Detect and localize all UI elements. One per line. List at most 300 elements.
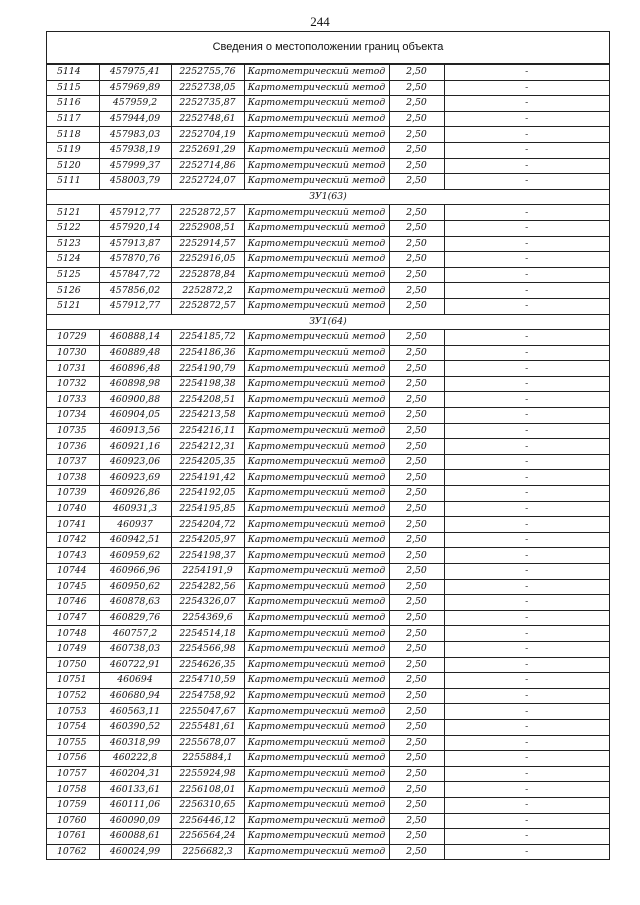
table-row bbox=[47, 719, 609, 735]
point-number-cell: 10756 bbox=[47, 751, 99, 767]
accuracy-cell: 2,50 bbox=[389, 829, 444, 845]
y-coordinate-cell: 2254626,35 bbox=[171, 657, 244, 673]
table-row bbox=[47, 782, 609, 798]
point-number-cell: 5120 bbox=[47, 158, 99, 174]
y-coordinate-cell: 2252691,29 bbox=[171, 142, 244, 158]
point-number-cell: 5119 bbox=[47, 142, 99, 158]
point-number-cell: 10755 bbox=[47, 735, 99, 751]
description-cell: - bbox=[444, 96, 609, 112]
point-number-cell: 10736 bbox=[47, 439, 99, 455]
accuracy-cell: 2,50 bbox=[389, 283, 444, 299]
accuracy-cell: 2,50 bbox=[389, 735, 444, 751]
table-row bbox=[47, 673, 609, 689]
y-coordinate-cell: 2255884,1 bbox=[171, 751, 244, 767]
boundary-table-sheet bbox=[46, 31, 610, 860]
y-coordinate-cell: 2254204,72 bbox=[171, 517, 244, 533]
point-number-cell: 10731 bbox=[47, 361, 99, 377]
x-coordinate-cell: 460563,11 bbox=[99, 704, 171, 720]
y-coordinate-cell: 2256310,65 bbox=[171, 797, 244, 813]
accuracy-cell: 2,50 bbox=[389, 548, 444, 564]
table-row bbox=[47, 829, 609, 845]
x-coordinate-cell: 460088,61 bbox=[99, 829, 171, 845]
method-cell: Картометрический метод bbox=[244, 454, 389, 470]
point-number-cell: 10746 bbox=[47, 595, 99, 611]
table-row bbox=[47, 127, 609, 143]
table-row bbox=[47, 657, 609, 673]
point-number-cell: 10745 bbox=[47, 579, 99, 595]
x-coordinate-cell: 460959,62 bbox=[99, 548, 171, 564]
accuracy-cell: 2,50 bbox=[389, 766, 444, 782]
y-coordinate-cell: 2252872,2 bbox=[171, 283, 244, 299]
x-coordinate-cell: 460694 bbox=[99, 673, 171, 689]
description-cell: - bbox=[444, 283, 609, 299]
y-coordinate-cell: 2254369,6 bbox=[171, 610, 244, 626]
point-number-cell: 10752 bbox=[47, 688, 99, 704]
x-coordinate-cell: 460680,94 bbox=[99, 688, 171, 704]
description-cell: - bbox=[444, 548, 609, 564]
y-coordinate-cell: 2252878,84 bbox=[171, 267, 244, 283]
y-coordinate-cell: 2252916,05 bbox=[171, 252, 244, 268]
x-coordinate-cell: 460204,31 bbox=[99, 766, 171, 782]
table-row bbox=[47, 345, 609, 361]
accuracy-cell: 2,50 bbox=[389, 220, 444, 236]
y-coordinate-cell: 2254186,36 bbox=[171, 345, 244, 361]
accuracy-cell: 2,50 bbox=[389, 657, 444, 673]
accuracy-cell: 2,50 bbox=[389, 844, 444, 860]
table-row bbox=[47, 813, 609, 829]
y-coordinate-cell: 2254205,97 bbox=[171, 532, 244, 548]
x-coordinate-cell: 457999,37 bbox=[99, 158, 171, 174]
point-number-cell: 10739 bbox=[47, 486, 99, 502]
table-row bbox=[47, 267, 609, 283]
y-coordinate-cell: 2252735,87 bbox=[171, 96, 244, 112]
method-cell: Картометрический метод bbox=[244, 127, 389, 143]
method-cell: Картометрический метод bbox=[244, 111, 389, 127]
point-number-cell: 10730 bbox=[47, 345, 99, 361]
accuracy-cell: 2,50 bbox=[389, 501, 444, 517]
method-cell: Картометрический метод bbox=[244, 80, 389, 96]
point-number-cell: 10740 bbox=[47, 501, 99, 517]
point-number-cell: 10729 bbox=[47, 330, 99, 346]
x-coordinate-cell: 457920,14 bbox=[99, 220, 171, 236]
description-cell: - bbox=[444, 579, 609, 595]
description-cell: - bbox=[444, 813, 609, 829]
x-coordinate-cell: 457847,72 bbox=[99, 267, 171, 283]
y-coordinate-cell: 2254198,37 bbox=[171, 548, 244, 564]
x-coordinate-cell: 458003,79 bbox=[99, 174, 171, 190]
method-cell: Картометрический метод bbox=[244, 595, 389, 611]
accuracy-cell: 2,50 bbox=[389, 641, 444, 657]
table-row bbox=[47, 392, 609, 408]
x-coordinate-cell: 460950,62 bbox=[99, 579, 171, 595]
point-number-cell: 5114 bbox=[47, 65, 99, 81]
table-row bbox=[47, 220, 609, 236]
accuracy-cell: 2,50 bbox=[389, 127, 444, 143]
accuracy-cell: 2,50 bbox=[389, 439, 444, 455]
accuracy-cell: 2,50 bbox=[389, 376, 444, 392]
description-cell: - bbox=[444, 797, 609, 813]
x-coordinate-cell: 457975,41 bbox=[99, 65, 171, 81]
x-coordinate-cell: 460738,03 bbox=[99, 641, 171, 657]
y-coordinate-cell: 2252738,05 bbox=[171, 80, 244, 96]
method-cell: Картометрический метод bbox=[244, 392, 389, 408]
y-coordinate-cell: 2254710,59 bbox=[171, 673, 244, 689]
x-coordinate-cell: 460896,48 bbox=[99, 361, 171, 377]
page-number: 244 bbox=[310, 14, 330, 29]
accuracy-cell: 2,50 bbox=[389, 579, 444, 595]
description-cell: - bbox=[444, 127, 609, 143]
description-cell: - bbox=[444, 626, 609, 642]
method-cell: Картометрический метод bbox=[244, 626, 389, 642]
description-cell: - bbox=[444, 735, 609, 751]
y-coordinate-cell: 2254212,31 bbox=[171, 439, 244, 455]
accuracy-cell: 2,50 bbox=[389, 797, 444, 813]
accuracy-cell: 2,50 bbox=[389, 236, 444, 252]
description-cell: - bbox=[444, 564, 609, 580]
x-coordinate-cell: 460898,98 bbox=[99, 376, 171, 392]
table-row bbox=[47, 408, 609, 424]
description-cell: - bbox=[444, 454, 609, 470]
accuracy-cell: 2,50 bbox=[389, 486, 444, 502]
method-cell: Картометрический метод bbox=[244, 797, 389, 813]
x-coordinate-cell: 460090,09 bbox=[99, 813, 171, 829]
description-cell: - bbox=[444, 782, 609, 798]
y-coordinate-cell: 2254190,79 bbox=[171, 361, 244, 377]
method-cell: Картометрический метод bbox=[244, 766, 389, 782]
method-cell: Картометрический метод bbox=[244, 236, 389, 252]
description-cell: - bbox=[444, 751, 609, 767]
description-cell: - bbox=[444, 236, 609, 252]
method-cell: Картометрический метод bbox=[244, 704, 389, 720]
method-cell: Картометрический метод bbox=[244, 844, 389, 860]
point-number-cell: 10762 bbox=[47, 844, 99, 860]
point-number-cell: 5125 bbox=[47, 267, 99, 283]
description-cell: - bbox=[444, 267, 609, 283]
method-cell: Картометрический метод bbox=[244, 579, 389, 595]
description-cell: - bbox=[444, 408, 609, 424]
description-cell: - bbox=[444, 470, 609, 486]
accuracy-cell: 2,50 bbox=[389, 80, 444, 96]
x-coordinate-cell: 460923,06 bbox=[99, 454, 171, 470]
point-number-cell: 5118 bbox=[47, 127, 99, 143]
description-cell: - bbox=[444, 501, 609, 517]
accuracy-cell: 2,50 bbox=[389, 298, 444, 314]
accuracy-cell: 2,50 bbox=[389, 174, 444, 190]
y-coordinate-cell: 2256564,24 bbox=[171, 829, 244, 845]
point-number-cell: 10750 bbox=[47, 657, 99, 673]
method-cell: Картометрический метод bbox=[244, 486, 389, 502]
accuracy-cell: 2,50 bbox=[389, 65, 444, 81]
x-coordinate-cell: 457912,77 bbox=[99, 205, 171, 221]
x-coordinate-cell: 460133,61 bbox=[99, 782, 171, 798]
x-coordinate-cell: 460222,8 bbox=[99, 751, 171, 767]
method-cell: Картометрический метод bbox=[244, 688, 389, 704]
method-cell: Картометрический метод bbox=[244, 408, 389, 424]
y-coordinate-cell: 2252914,57 bbox=[171, 236, 244, 252]
method-cell: Картометрический метод bbox=[244, 96, 389, 112]
method-cell: Картометрический метод bbox=[244, 298, 389, 314]
table-row bbox=[47, 65, 609, 81]
table-row bbox=[47, 751, 609, 767]
table-row bbox=[47, 766, 609, 782]
description-cell: - bbox=[444, 844, 609, 860]
coordinates-table bbox=[47, 64, 609, 860]
description-cell: - bbox=[444, 829, 609, 845]
y-coordinate-cell: 2252724,07 bbox=[171, 174, 244, 190]
x-coordinate-cell: 460111,06 bbox=[99, 797, 171, 813]
description-cell: - bbox=[444, 220, 609, 236]
table-row bbox=[47, 361, 609, 377]
accuracy-cell: 2,50 bbox=[389, 111, 444, 127]
y-coordinate-cell: 2254216,11 bbox=[171, 423, 244, 439]
y-coordinate-cell: 2254185,72 bbox=[171, 330, 244, 346]
table-row bbox=[47, 236, 609, 252]
x-coordinate-cell: 460829,76 bbox=[99, 610, 171, 626]
accuracy-cell: 2,50 bbox=[389, 361, 444, 377]
description-cell: - bbox=[444, 142, 609, 158]
y-coordinate-cell: 2254566,98 bbox=[171, 641, 244, 657]
description-cell: - bbox=[444, 361, 609, 377]
description-cell: - bbox=[444, 111, 609, 127]
table-row bbox=[47, 283, 609, 299]
point-number-cell: 10761 bbox=[47, 829, 99, 845]
point-number-cell: 5124 bbox=[47, 252, 99, 268]
x-coordinate-cell: 460722,91 bbox=[99, 657, 171, 673]
x-coordinate-cell: 457913,87 bbox=[99, 236, 171, 252]
point-number-cell: 10742 bbox=[47, 532, 99, 548]
accuracy-cell: 2,50 bbox=[389, 719, 444, 735]
x-coordinate-cell: 460923,69 bbox=[99, 470, 171, 486]
method-cell: Картометрический метод bbox=[244, 330, 389, 346]
description-cell: - bbox=[444, 532, 609, 548]
description-cell: - bbox=[444, 298, 609, 314]
point-number-cell: 5116 bbox=[47, 96, 99, 112]
method-cell: Картометрический метод bbox=[244, 673, 389, 689]
description-cell: - bbox=[444, 205, 609, 221]
method-cell: Картометрический метод bbox=[244, 610, 389, 626]
y-coordinate-cell: 2255924,98 bbox=[171, 766, 244, 782]
method-cell: Картометрический метод bbox=[244, 719, 389, 735]
x-coordinate-cell: 460921,16 bbox=[99, 439, 171, 455]
method-cell: Картометрический метод bbox=[244, 751, 389, 767]
point-number-cell: 5117 bbox=[47, 111, 99, 127]
description-cell: - bbox=[444, 595, 609, 611]
accuracy-cell: 2,50 bbox=[389, 205, 444, 221]
method-cell: Картометрический метод bbox=[244, 548, 389, 564]
x-coordinate-cell: 460931,3 bbox=[99, 501, 171, 517]
point-number-cell: 10748 bbox=[47, 626, 99, 642]
table-row bbox=[47, 111, 609, 127]
y-coordinate-cell: 2254191,42 bbox=[171, 470, 244, 486]
x-coordinate-cell: 457969,89 bbox=[99, 80, 171, 96]
table-row bbox=[47, 252, 609, 268]
method-cell: Картометрический метод bbox=[244, 267, 389, 283]
point-number-cell: 10759 bbox=[47, 797, 99, 813]
accuracy-cell: 2,50 bbox=[389, 517, 444, 533]
accuracy-cell: 2,50 bbox=[389, 704, 444, 720]
y-coordinate-cell: 2254326,07 bbox=[171, 595, 244, 611]
y-coordinate-cell: 2252755,76 bbox=[171, 65, 244, 81]
method-cell: Картометрический метод bbox=[244, 174, 389, 190]
x-coordinate-cell: 457959,2 bbox=[99, 96, 171, 112]
description-cell: - bbox=[444, 392, 609, 408]
point-number-cell: 5121 bbox=[47, 205, 99, 221]
accuracy-cell: 2,50 bbox=[389, 532, 444, 548]
table-row bbox=[47, 564, 609, 580]
table-title: Сведения о местоположении границ объекта bbox=[47, 32, 609, 64]
y-coordinate-cell: 2252872,57 bbox=[171, 298, 244, 314]
x-coordinate-cell: 460900,88 bbox=[99, 392, 171, 408]
method-cell: Картометрический метод bbox=[244, 376, 389, 392]
description-cell: - bbox=[444, 673, 609, 689]
point-number-cell: 10758 bbox=[47, 782, 99, 798]
table-row bbox=[47, 610, 609, 626]
x-coordinate-cell: 460390,52 bbox=[99, 719, 171, 735]
table-row bbox=[47, 641, 609, 657]
section-row bbox=[47, 189, 609, 205]
point-number-cell: 10738 bbox=[47, 470, 99, 486]
x-coordinate-cell: 460757,2 bbox=[99, 626, 171, 642]
y-coordinate-cell: 2255047,67 bbox=[171, 704, 244, 720]
accuracy-cell: 2,50 bbox=[389, 158, 444, 174]
x-coordinate-cell: 457938,19 bbox=[99, 142, 171, 158]
table-row bbox=[47, 688, 609, 704]
y-coordinate-cell: 2256108,01 bbox=[171, 782, 244, 798]
accuracy-cell: 2,50 bbox=[389, 751, 444, 767]
description-cell: - bbox=[444, 423, 609, 439]
point-number-cell: 10747 bbox=[47, 610, 99, 626]
description-cell: - bbox=[444, 439, 609, 455]
table-row bbox=[47, 626, 609, 642]
point-number-cell: 10733 bbox=[47, 392, 99, 408]
description-cell: - bbox=[444, 65, 609, 81]
x-coordinate-cell: 457912,77 bbox=[99, 298, 171, 314]
description-cell: - bbox=[444, 486, 609, 502]
y-coordinate-cell: 2252714,86 bbox=[171, 158, 244, 174]
point-number-cell: 5122 bbox=[47, 220, 99, 236]
x-coordinate-cell: 460913,56 bbox=[99, 423, 171, 439]
method-cell: Картометрический метод bbox=[244, 158, 389, 174]
accuracy-cell: 2,50 bbox=[389, 673, 444, 689]
method-cell: Картометрический метод bbox=[244, 283, 389, 299]
y-coordinate-cell: 2254192,05 bbox=[171, 486, 244, 502]
y-coordinate-cell: 2254282,56 bbox=[171, 579, 244, 595]
y-coordinate-cell: 2254191,9 bbox=[171, 564, 244, 580]
accuracy-cell: 2,50 bbox=[389, 688, 444, 704]
description-cell: - bbox=[444, 719, 609, 735]
y-coordinate-cell: 2252872,57 bbox=[171, 205, 244, 221]
x-coordinate-cell: 460937 bbox=[99, 517, 171, 533]
method-cell: Картометрический метод bbox=[244, 641, 389, 657]
x-coordinate-cell: 460024,99 bbox=[99, 844, 171, 860]
description-cell: - bbox=[444, 345, 609, 361]
table-row bbox=[47, 205, 609, 221]
point-number-cell: 5115 bbox=[47, 80, 99, 96]
description-cell: - bbox=[444, 766, 609, 782]
x-coordinate-cell: 457856,02 bbox=[99, 283, 171, 299]
point-number-cell: 10737 bbox=[47, 454, 99, 470]
section-label: ЗУ1(63) bbox=[47, 189, 609, 205]
method-cell: Картометрический метод bbox=[244, 657, 389, 673]
y-coordinate-cell: 2252748,61 bbox=[171, 111, 244, 127]
accuracy-cell: 2,50 bbox=[389, 813, 444, 829]
accuracy-cell: 2,50 bbox=[389, 252, 444, 268]
y-coordinate-cell: 2254758,92 bbox=[171, 688, 244, 704]
point-number-cell: 5126 bbox=[47, 283, 99, 299]
x-coordinate-cell: 457870,76 bbox=[99, 252, 171, 268]
method-cell: Картометрический метод bbox=[244, 532, 389, 548]
x-coordinate-cell: 460942,51 bbox=[99, 532, 171, 548]
point-number-cell: 10749 bbox=[47, 641, 99, 657]
y-coordinate-cell: 2254195,85 bbox=[171, 501, 244, 517]
method-cell: Картометрический метод bbox=[244, 470, 389, 486]
x-coordinate-cell: 460878,63 bbox=[99, 595, 171, 611]
table-row bbox=[47, 548, 609, 564]
accuracy-cell: 2,50 bbox=[389, 626, 444, 642]
point-number-cell: 10757 bbox=[47, 766, 99, 782]
method-cell: Картометрический метод bbox=[244, 735, 389, 751]
method-cell: Картометрический метод bbox=[244, 813, 389, 829]
point-number-cell: 5123 bbox=[47, 236, 99, 252]
x-coordinate-cell: 460889,48 bbox=[99, 345, 171, 361]
table-row bbox=[47, 96, 609, 112]
point-number-cell: 10760 bbox=[47, 813, 99, 829]
point-number-cell: 10735 bbox=[47, 423, 99, 439]
table-row bbox=[47, 80, 609, 96]
point-number-cell: 10743 bbox=[47, 548, 99, 564]
description-cell: - bbox=[444, 657, 609, 673]
point-number-cell: 5121 bbox=[47, 298, 99, 314]
table-row bbox=[47, 595, 609, 611]
description-cell: - bbox=[444, 80, 609, 96]
table-row bbox=[47, 532, 609, 548]
method-cell: Картометрический метод bbox=[244, 782, 389, 798]
method-cell: Картометрический метод bbox=[244, 517, 389, 533]
description-cell: - bbox=[444, 641, 609, 657]
x-coordinate-cell: 460904,05 bbox=[99, 408, 171, 424]
y-coordinate-cell: 2254514,18 bbox=[171, 626, 244, 642]
point-number-cell: 10754 bbox=[47, 719, 99, 735]
method-cell: Картометрический метод bbox=[244, 142, 389, 158]
accuracy-cell: 2,50 bbox=[389, 610, 444, 626]
table-row bbox=[47, 704, 609, 720]
table-row bbox=[47, 735, 609, 751]
point-number-cell: 10734 bbox=[47, 408, 99, 424]
table-row bbox=[47, 797, 609, 813]
description-cell: - bbox=[444, 158, 609, 174]
y-coordinate-cell: 2254213,58 bbox=[171, 408, 244, 424]
accuracy-cell: 2,50 bbox=[389, 454, 444, 470]
point-number-cell: 10741 bbox=[47, 517, 99, 533]
y-coordinate-cell: 2254208,51 bbox=[171, 392, 244, 408]
method-cell: Картометрический метод bbox=[244, 361, 389, 377]
accuracy-cell: 2,50 bbox=[389, 392, 444, 408]
method-cell: Картометрический метод bbox=[244, 205, 389, 221]
method-cell: Картометрический метод bbox=[244, 65, 389, 81]
method-cell: Картометрический метод bbox=[244, 564, 389, 580]
description-cell: - bbox=[444, 174, 609, 190]
accuracy-cell: 2,50 bbox=[389, 782, 444, 798]
table-row bbox=[47, 376, 609, 392]
table-row bbox=[47, 298, 609, 314]
y-coordinate-cell: 2256682,3 bbox=[171, 844, 244, 860]
accuracy-cell: 2,50 bbox=[389, 330, 444, 346]
table-row bbox=[47, 579, 609, 595]
y-coordinate-cell: 2252704,19 bbox=[171, 127, 244, 143]
point-number-cell: 5111 bbox=[47, 174, 99, 190]
y-coordinate-cell: 2256446,12 bbox=[171, 813, 244, 829]
description-cell: - bbox=[444, 517, 609, 533]
